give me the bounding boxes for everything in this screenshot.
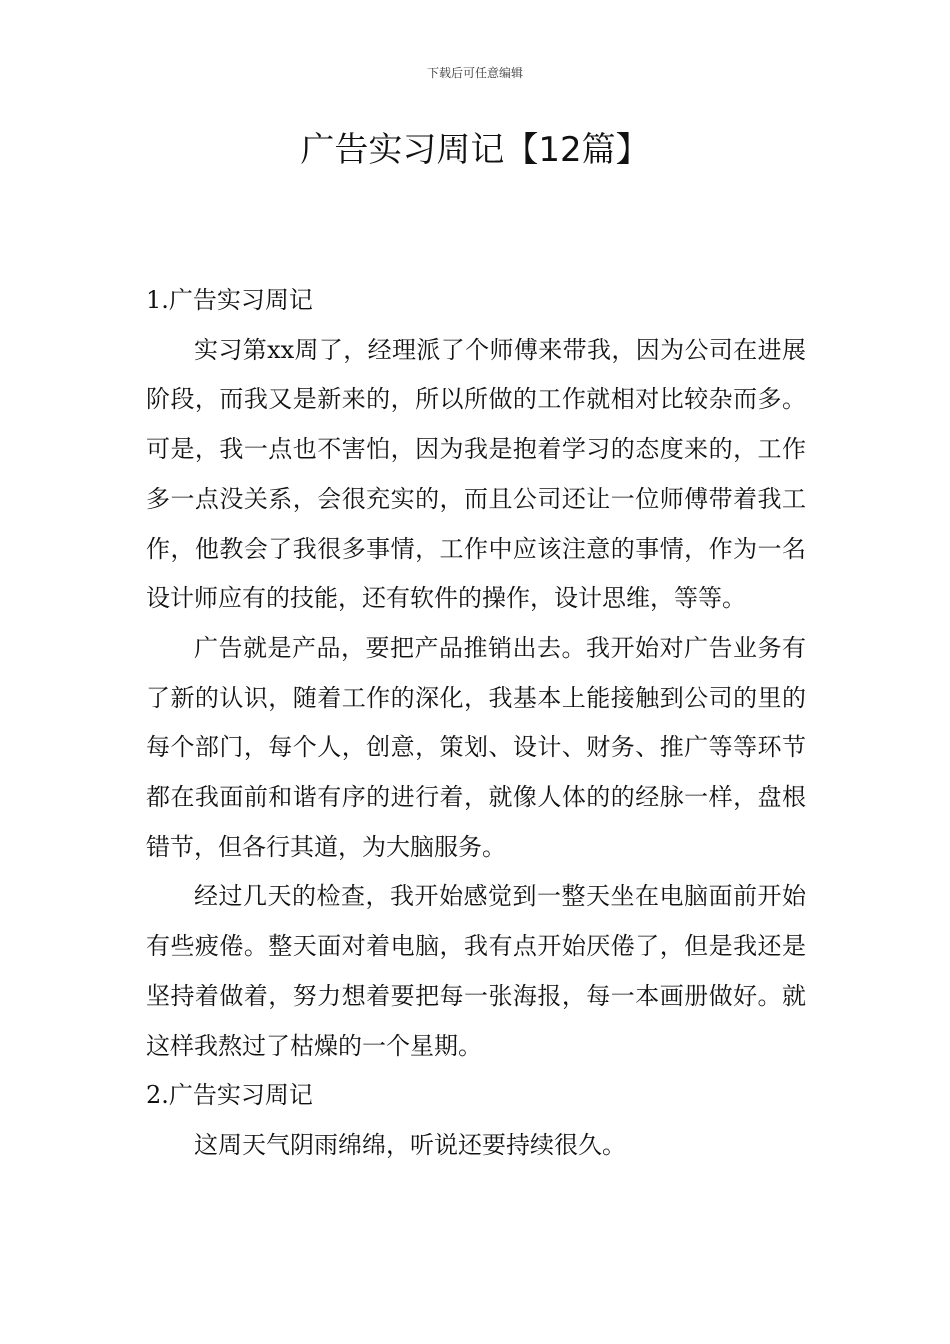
section-heading-1: 1.广告实习周记 [146,286,313,314]
document-title: 广告实习周记【12篇】 [300,130,650,170]
section-1-paragraph-2: 广告就是产品，要把产品推销出去。我开始对广告业务有了新的认识，随着工作的深化，我基本上能接触到公司的里的每个部门，每个人，创意，策划、设计、财务、推广等等环节都在我面前和谐有序的进行着，就像人体的的经脉一样，盘根错节，但各行其道，为大脑服务。 [146,633,806,861]
section-heading-2: 2.广告实习周记 [146,1081,313,1110]
section-1-paragraph-3: 经过几天的检查，我开始感觉到一整天坐在电脑面前开始有些疲倦。整天面对着电脑，我有点开始厌倦了，但是我还是坚持着做着，努力想着要把每一张海报，每一本画册做好。就这样我熬过了枯燥的一个星期。 [146,882,806,1060]
section-1-paragraph-1: 实习第xx周了，经理派了个师傅来带我，因为公司在进展阶段，而我又是新来的，所以所做的工作就相对比较杂而多。可是，我一点也不害怕，因为我是抱着学习的态度来的，工作多一点没关系，会很充实的，而且公司还让一位师傅带着我工作，他教会了我很多事情，工作中应该注意的事情，作为一名设计师应有的技能，还有软件的操作，设计思维，等等。 [146,335,806,613]
document-body [146,276,806,1171]
header-note: 下载后可任意编辑 [426,66,523,80]
section-2-paragraph-1: 这周天气阴雨绵绵，听说还要持续很久。 [194,1130,626,1159]
